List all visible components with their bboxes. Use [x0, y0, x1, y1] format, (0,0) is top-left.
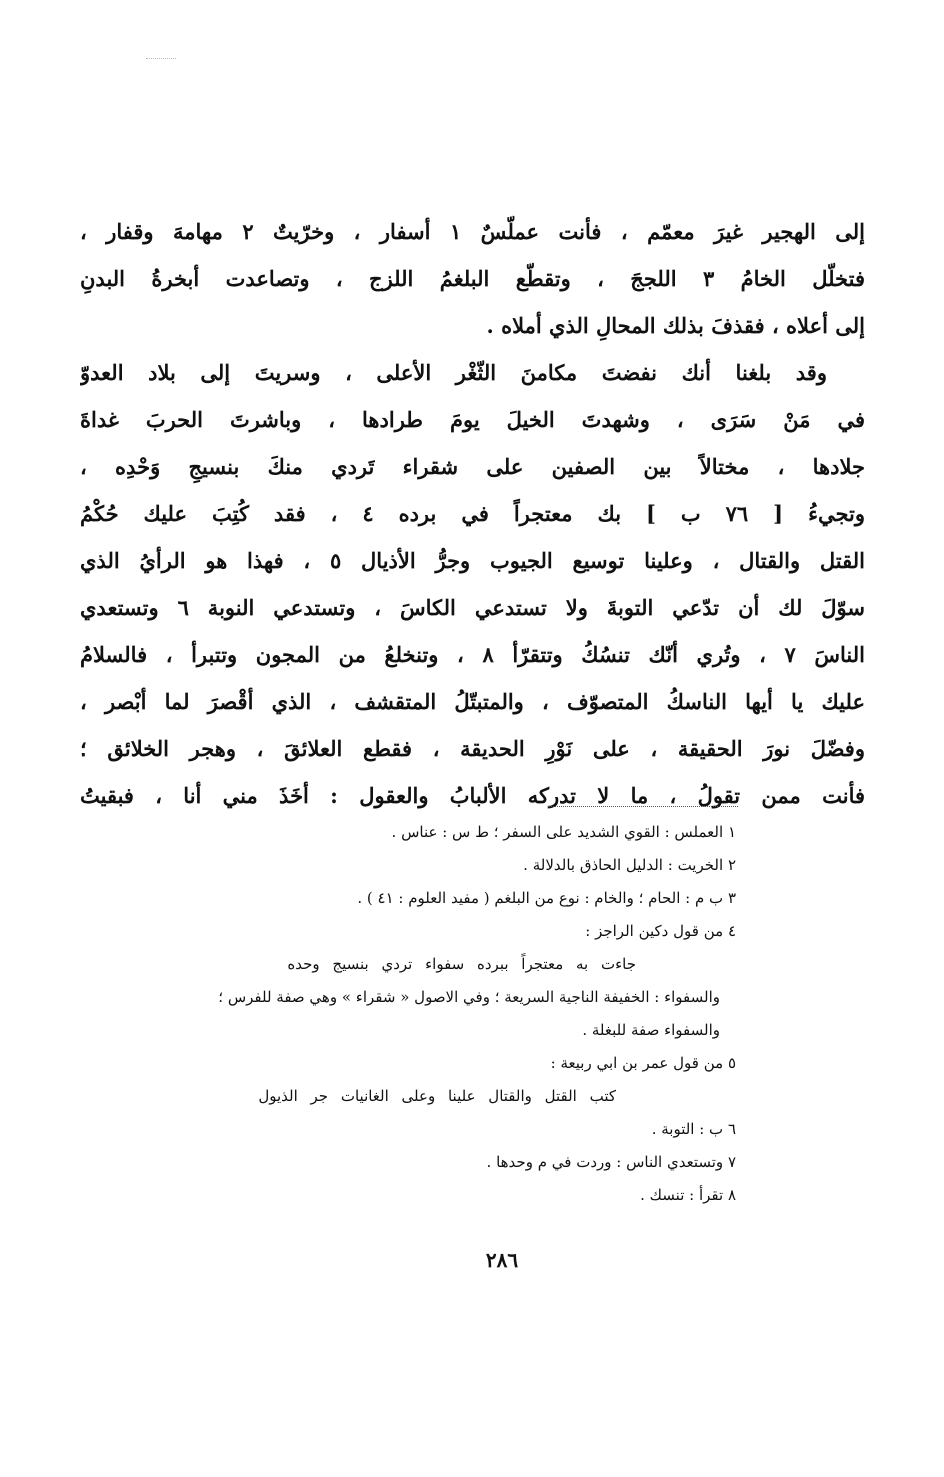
text-line-6: جلادها ، مختالاً بين الصفين على شقراء تَردي منكَ بنسيجِ وَحْدِه ، [80, 454, 865, 479]
page-number: ٢٨٦ [485, 1248, 519, 1272]
footnote-6: ٦ ب : التوبة . [651, 1120, 736, 1138]
footnote-8: ٨ تقرأ : تنسك . [640, 1186, 736, 1204]
footnote-3: ٣ ب م : الحام ؛ والخام : نوع من البلغم ( مفيد العلوم : ٤١ ) . [357, 889, 736, 907]
text-line-2: فتخلّل الخامُ ٣ اللججَ ، وتقطّع البلغمُ اللزج ، وتصاعدت أبخرةُ البدنِ [80, 266, 865, 291]
text-line-10: الناسَ ٧ ، وتُري أنّك تنسُكُ وتتقرّأ ٨ ، وتنخلعُ من المجون وتتبرأ ، فالسلامُ [80, 642, 865, 667]
footnote-5-verse: كتب القتل والقتال علينا وعلى الغانيات جر الذيول [258, 1087, 616, 1105]
footnote-4-gloss-cont: والسفواء صفة للبغلة . [582, 1021, 720, 1039]
footnote-2: ٢ الخريت : الدليل الحاذق بالدلالة . [523, 856, 736, 874]
footnote-1: ١ العملس : القوي الشديد على السفر ؛ ط س : عناس . [391, 823, 736, 841]
footnote-4-verse: جاءت به معتجراً ببرده سفواء تردي بنسيج وحده [287, 955, 636, 973]
main-text [80, 208, 865, 819]
text-line-5: في مَنْ سَرَى ، وشهدتَ الخيلَ يومَ طرادها ، وباشرتَ الحربَ غداةَ [80, 407, 865, 432]
text-line-3: إلى أعلاه ، فقذفَ بذلك المحالِ الذي أملاه . [486, 313, 865, 338]
text-line-8: القتل والقتال ، وعلينا توسيع الجيوب وجرُّ الأذيال ٥ ، فهذا هو الرأيُ الذي [80, 548, 865, 573]
text-line-11: عليك يا أيها الناسكُ المتصوّف ، والمتبتّلُ المتقشف ، الذي أقْصرَ لما أبْصر ، [80, 689, 865, 714]
text-line-4: وقد بلغنا أنك نفضتَ مكامنَ الثّغْر الأعلى ، وسريتَ إلى بلاد العدوّ [80, 360, 827, 385]
text-line-9: سوّلَ لك أن تدّعي التوبةَ ولا تستدعي الكاسَ ، وتستدعي النوبة ٦ وتستعدي [80, 595, 865, 620]
footnote-4-gloss: والسفواء : الخفيفة الناجية السريعة ؛ وفي الاصول « شقراء » وهي صفة للفرس ؛ [218, 988, 720, 1006]
top-mark [146, 58, 176, 59]
text-line-12: وفضّلَ نورَ الحقيقة ، على نَوْرِ الحديقة ، فقطع العلائقَ ، وهجر الخلائق ؛ [80, 736, 865, 761]
footnote-5: ٥ من قول عمر بن ابي ربيعة : [550, 1054, 736, 1072]
footnote-separator [548, 806, 738, 807]
footnote-4: ٤ من قول دكين الراجز : [585, 922, 736, 940]
text-line-7: وتجيءُ [ ٧٦ ب ] بك معتجراً في برده ٤ ، فقد كُتِبَ عليك حُكْمُ [80, 501, 865, 526]
text-line-13: فأنت ممن تقولُ ، ما لا تدركه الألبابُ والعقول : أخَذَ مني أنا ، فبقيتُ [80, 783, 865, 808]
footnotes [100, 816, 736, 1212]
footnote-7: ٧ وتستعدي الناس : وردت في م وحدها . [486, 1153, 736, 1171]
text-line-1: إلى الهجير غيرَ معمّم ، فأنت عملّسٌ ١ أسفار ، وخرّيتٌ ٢ مهامهَ وقفار ، [80, 219, 865, 244]
